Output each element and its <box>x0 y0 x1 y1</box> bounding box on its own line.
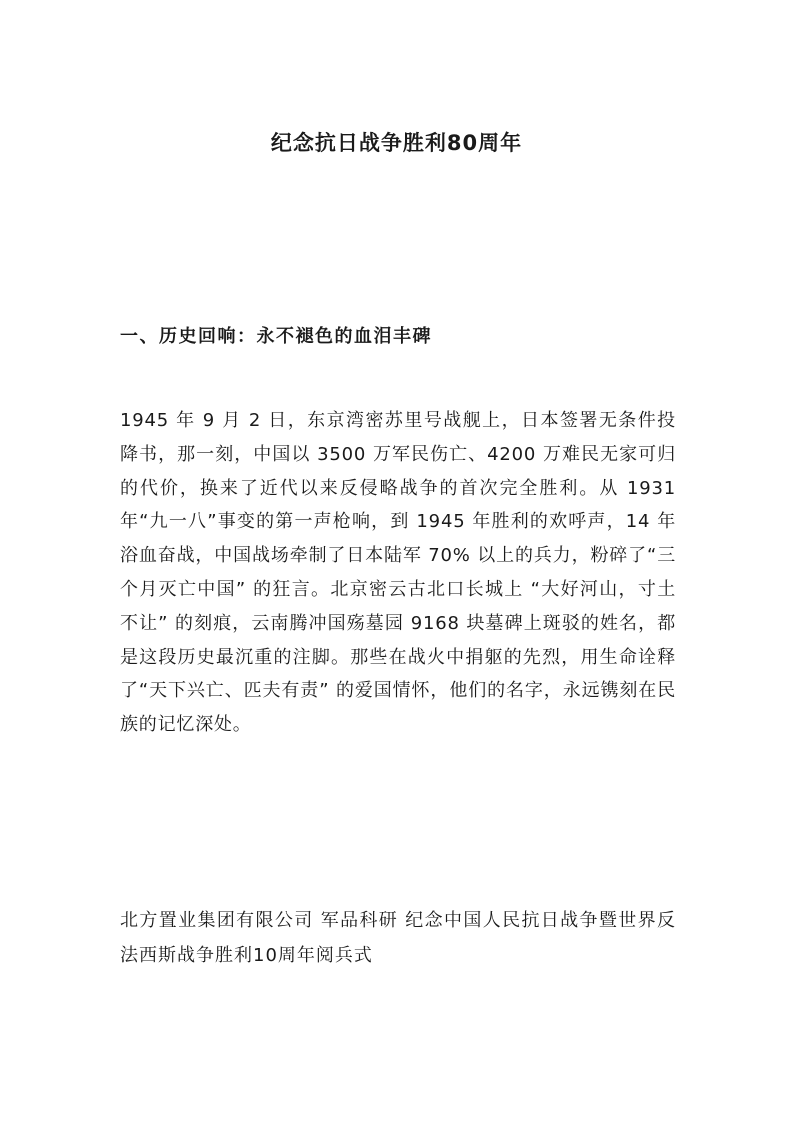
document-title: 纪念抗日战争胜利80周年 <box>270 131 523 155</box>
body-paragraph: 1945 年 9 月 2 日，东京湾密苏里号战舰上，日本签署无条件投降书，那一刻，中国以 3500 万军民伤亡、4200 万难民无家可归的代价，换来了近代以来反侵略战争的首次完全胜利。从 1931 年“九一八”事变的第一声枪响，到 1945 年胜利的欢呼声，14 年浴血奋战，中国战场牵制了日本陆军 70% 以上的兵力，粉碎了“三个月灭亡中国” 的狂言。北京密云古北口长城上 “大好河山，寸土不让” 的刻痕，云南腾冲国殇墓园 9168 块墓碑上斑驳的姓名，都是这段历史最沉重的注脚。那些在战火中捐躯的先烈，用生命诠释了“天下兴亡、匹夫有责” 的爱国情怀，他们的名字，永远镌刻在民族的记忆深处。 <box>120 410 676 736</box>
section-heading: 一、历史回响：永不褪色的血泪丰碑 <box>120 326 432 347</box>
footer-text: 北方置业集团有限公司 军品科研 纪念中国人民抗日战争暨世界反法西斯战争胜利10周年阅兵式 <box>120 910 676 966</box>
